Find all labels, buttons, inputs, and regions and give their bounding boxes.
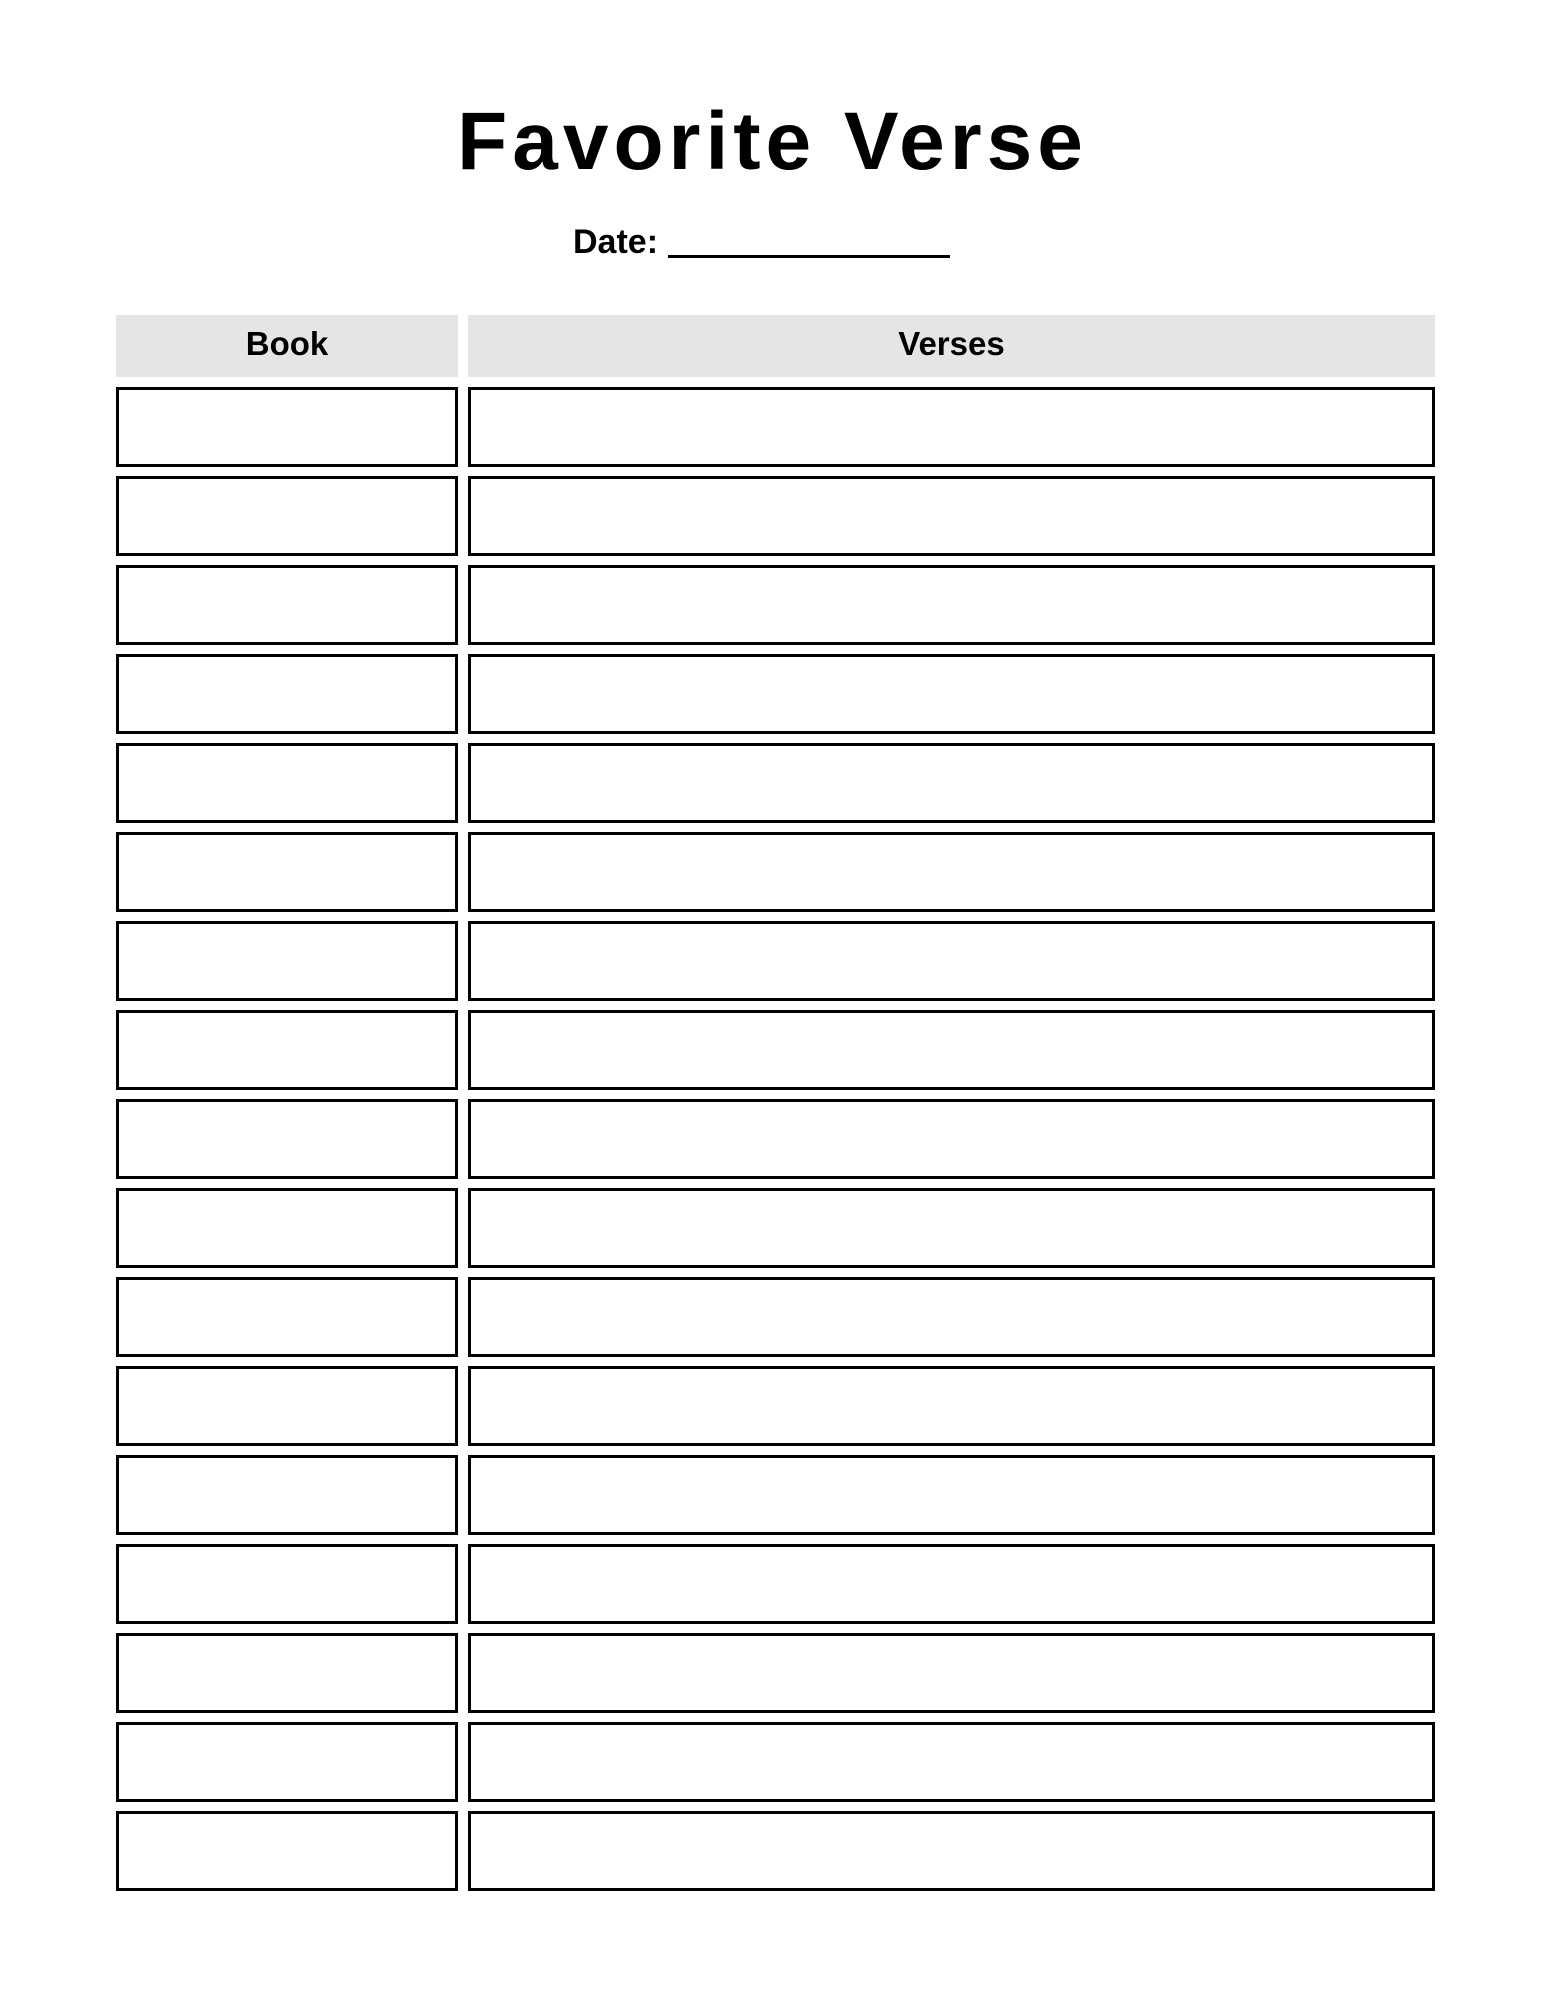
- verses-cell[interactable]: [468, 565, 1435, 645]
- verses-cell[interactable]: [468, 1455, 1435, 1535]
- book-cell[interactable]: [116, 476, 458, 556]
- column-header-book: Book: [116, 315, 458, 377]
- book-cell[interactable]: [116, 1722, 458, 1802]
- verses-cell[interactable]: [468, 1633, 1435, 1713]
- book-cell[interactable]: [116, 743, 458, 823]
- book-cell[interactable]: [116, 1544, 458, 1624]
- verses-cell[interactable]: [468, 387, 1435, 467]
- verses-cell[interactable]: [468, 921, 1435, 1001]
- book-cell[interactable]: [116, 921, 458, 1001]
- book-cell[interactable]: [116, 1811, 458, 1891]
- verses-cell[interactable]: [468, 743, 1435, 823]
- page-title: Favorite Verse: [457, 96, 1088, 187]
- verses-cell[interactable]: [468, 1099, 1435, 1179]
- verses-cell[interactable]: [468, 476, 1435, 556]
- book-cell[interactable]: [116, 387, 458, 467]
- date-blank-line[interactable]: [668, 255, 950, 258]
- verses-cell[interactable]: [468, 1010, 1435, 1090]
- verses-cell[interactable]: [468, 1188, 1435, 1268]
- book-cell[interactable]: [116, 1633, 458, 1713]
- book-cell[interactable]: [116, 832, 458, 912]
- book-cell[interactable]: [116, 1010, 458, 1090]
- verses-cell[interactable]: [468, 1544, 1435, 1624]
- verses-cell[interactable]: [468, 832, 1435, 912]
- book-cell[interactable]: [116, 1366, 458, 1446]
- book-cell[interactable]: [116, 1455, 458, 1535]
- book-cell[interactable]: [116, 1277, 458, 1357]
- book-cell[interactable]: [116, 654, 458, 734]
- verses-cell[interactable]: [468, 1366, 1435, 1446]
- verses-cell[interactable]: [468, 1722, 1435, 1802]
- book-cell[interactable]: [116, 1188, 458, 1268]
- verses-cell[interactable]: [468, 1277, 1435, 1357]
- book-cell[interactable]: [116, 1099, 458, 1179]
- book-cell[interactable]: [116, 565, 458, 645]
- column-header-verses: Verses: [468, 315, 1435, 377]
- date-label: Date:: [573, 223, 659, 261]
- date-field: [573, 218, 950, 262]
- verses-cell[interactable]: [468, 1811, 1435, 1891]
- verses-cell[interactable]: [468, 654, 1435, 734]
